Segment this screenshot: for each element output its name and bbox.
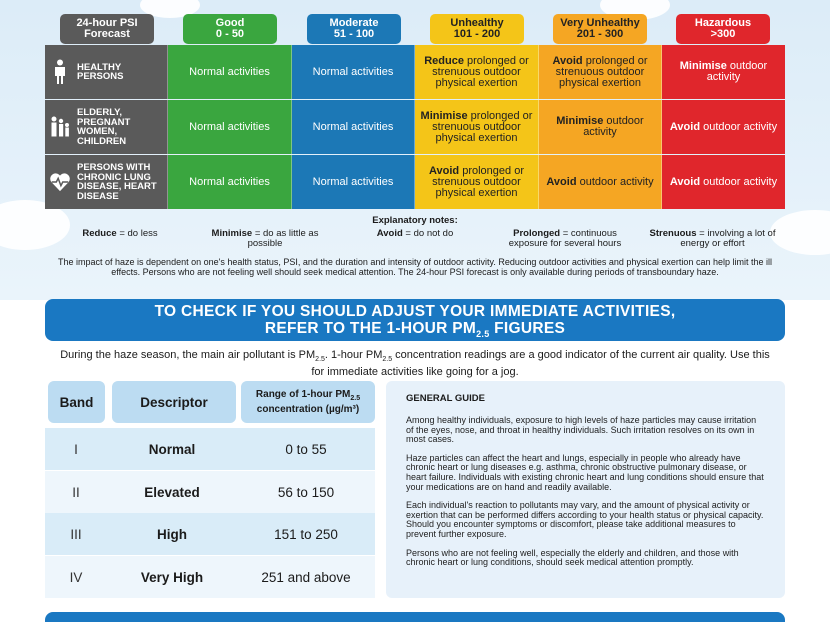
advice-keyword: Avoid bbox=[429, 164, 460, 177]
table-row-elderly bbox=[45, 100, 785, 154]
guide-paragraph: Among healthy individuals, exposure to high levels of haze particles may cause irritation of the eyes, nose, and throat in healthy individuals. Such irritation resolves on its own in most cases. bbox=[406, 415, 757, 445]
cell-very-unhealthy bbox=[539, 155, 662, 209]
table-row-chronic bbox=[45, 155, 785, 209]
banner-line-1: TO CHECK IF YOU SHOULD ADJUST YOUR IMMEDIATE ACTIVITIES, bbox=[154, 303, 676, 320]
table-row bbox=[45, 556, 375, 598]
cell-good: Normal activities bbox=[168, 155, 292, 209]
pm25-intro bbox=[60, 349, 770, 378]
band-range: 56 to 150 bbox=[277, 484, 335, 500]
pm25-banner bbox=[45, 299, 785, 341]
banner-subscript: 2.5 bbox=[476, 329, 490, 340]
descriptor-header: Descriptor bbox=[112, 381, 236, 423]
general-guide-panel bbox=[386, 381, 785, 598]
level-name: Hazardous bbox=[694, 17, 752, 29]
definition-term: Strenuous bbox=[649, 228, 697, 239]
table-row-healthy bbox=[45, 45, 785, 99]
intro-text: During the haze season, the main air pollutant is PM bbox=[60, 349, 316, 361]
cell-moderate: Normal activities bbox=[292, 155, 415, 209]
definition-meaning: = continuous exposure for several hours bbox=[508, 228, 622, 249]
guide-paragraph: Haze particles can affect the heart and lungs, especially in people who already have chronic heart or lung diseases e.g. asthma, chronic obstructive pulmonary disease, or heart failure. Individuals with existing chronic heart and lung conditions should ensure that your medications are on hand and readily available. bbox=[406, 452, 764, 492]
banner-text: REFER TO THE 1-HOUR PM bbox=[264, 320, 477, 337]
family-icon bbox=[49, 115, 71, 139]
band-range: 151 to 250 bbox=[274, 526, 338, 542]
range-header-text: Range of 1-hour PM bbox=[255, 389, 351, 400]
psi-level-very-unhealthy bbox=[553, 14, 647, 44]
cell-good: Normal activities bbox=[168, 100, 292, 154]
cell-very-unhealthy bbox=[539, 100, 662, 154]
notes-title: Explanatory notes: bbox=[372, 215, 458, 226]
cell-unhealthy bbox=[415, 155, 539, 209]
band-descriptor: Normal bbox=[148, 441, 196, 457]
heartbeat-icon bbox=[49, 171, 71, 193]
advice-keyword: Avoid bbox=[669, 175, 701, 188]
cell-very-unhealthy bbox=[539, 45, 662, 99]
advice-keyword: Avoid bbox=[546, 175, 577, 188]
group-healthy bbox=[45, 45, 168, 99]
group-label: ELDERLY, PREGNANT WOMEN, CHILDREN bbox=[77, 107, 131, 147]
definition-meaning: = involving a lot of energy or effort bbox=[680, 228, 776, 249]
table-row bbox=[45, 471, 375, 513]
band-number: III bbox=[70, 526, 82, 542]
person-icon bbox=[49, 59, 71, 85]
definition-minimise bbox=[200, 229, 330, 249]
band-number: I bbox=[74, 441, 78, 457]
definition-avoid bbox=[355, 229, 475, 239]
level-range: 201 - 300 bbox=[576, 28, 624, 40]
advice-text: prolonged or strenuous outdoor physical exertion bbox=[555, 54, 648, 89]
cell-moderate: Normal activities bbox=[292, 45, 415, 99]
definition-reduce bbox=[65, 229, 175, 239]
cell-unhealthy bbox=[415, 100, 539, 154]
banner-text: FIGURES bbox=[489, 320, 566, 337]
general-guide-title: GENERAL GUIDE bbox=[406, 393, 486, 404]
advice-text: outdoor activity bbox=[583, 115, 644, 138]
band-table bbox=[45, 428, 375, 598]
advice-keyword: Minimise bbox=[679, 60, 727, 72]
cell-hazardous bbox=[662, 45, 785, 99]
definition-meaning: = do not do bbox=[402, 228, 454, 239]
bottom-banner-edge bbox=[45, 612, 785, 622]
table-row bbox=[45, 428, 375, 470]
cell-good: Normal activities bbox=[168, 45, 292, 99]
advice-keyword: Avoid bbox=[669, 120, 701, 133]
psi-level-moderate bbox=[307, 14, 401, 44]
cell-hazardous bbox=[662, 100, 785, 154]
cell-hazardous bbox=[662, 155, 785, 209]
cell-unhealthy bbox=[415, 45, 539, 99]
band-descriptor: Elevated bbox=[144, 484, 200, 500]
advice-keyword: Minimise bbox=[556, 115, 604, 127]
advice-text: prolonged or strenuous outdoor physical exertion bbox=[432, 109, 533, 144]
level-range: 101 - 200 bbox=[453, 28, 501, 40]
level-range: 0 - 50 bbox=[215, 28, 245, 40]
definition-term: Avoid bbox=[376, 228, 403, 239]
advice-text: prolonged or strenuous outdoor physical exertion bbox=[432, 54, 529, 89]
psi-activity-table bbox=[45, 45, 785, 210]
impact-note: The impact of haze is dependent on one's health status, PSI, and the duration and intensity of outdoor activity. Reducing outdoor activities and physical exertion can help limit the ill effects. Persons who are not feeling well should seek medical attention. The 24-hour PSI forecast is only available during periods of transboundary haze. bbox=[58, 257, 772, 277]
table-row bbox=[45, 513, 375, 555]
intro-text: . 1-hour PM bbox=[324, 349, 383, 361]
definition-term: Minimise bbox=[211, 228, 253, 239]
psi-forecast-label-text: 24-hour PSI Forecast bbox=[76, 17, 138, 40]
guide-paragraph: Persons who are not feeling well, especially the elderly and children, and those with chronic heart or lung conditions, should seek medical attention promptly. bbox=[406, 547, 739, 568]
level-range: 51 - 100 bbox=[333, 28, 375, 40]
cell-moderate: Normal activities bbox=[292, 100, 415, 154]
group-chronic bbox=[45, 155, 168, 209]
intro-subscript: 2.5 bbox=[382, 356, 393, 364]
group-label: PERSONS WITH CHRONIC LUNG DISEASE, HEART DISEASE bbox=[77, 162, 157, 202]
definition-prolonged bbox=[495, 229, 635, 249]
level-name: Unhealthy bbox=[450, 17, 504, 29]
band-range: 251 and above bbox=[261, 569, 351, 585]
range-header-subscript: 2.5 bbox=[350, 395, 361, 402]
psi-forecast-label bbox=[60, 14, 154, 44]
band-header: Band bbox=[48, 381, 105, 423]
guide-paragraph: Each individual's reaction to pollutants may vary, and the amount of physical activity or exertion that can be performed differs according to your health status or physical capacity. Should you encounter symptoms or discomfort, please take additional measures to prevent further exposure. bbox=[406, 500, 764, 539]
level-name: Moderate bbox=[329, 17, 379, 29]
range-header-text: concentration (µg/m³) bbox=[256, 404, 360, 415]
psi-level-hazardous bbox=[676, 14, 770, 44]
level-range: >300 bbox=[710, 28, 736, 40]
definition-term: Prolonged bbox=[513, 228, 561, 239]
intro-subscript: 2.5 bbox=[315, 356, 325, 364]
group-label: HEALTHY PERSONS bbox=[77, 61, 124, 82]
advice-keyword: Reduce bbox=[424, 54, 464, 67]
level-name: Very Unhealthy bbox=[560, 17, 640, 29]
advice-text: outdoor activity bbox=[706, 60, 768, 83]
definition-meaning: = do less bbox=[116, 228, 158, 239]
psi-level-good bbox=[183, 14, 277, 44]
psi-level-unhealthy bbox=[430, 14, 524, 44]
band-number: II bbox=[72, 484, 80, 500]
group-elderly bbox=[45, 100, 168, 154]
band-descriptor: Very High bbox=[140, 569, 204, 585]
band-descriptor: High bbox=[157, 526, 187, 542]
range-header bbox=[241, 381, 375, 423]
advice-text: outdoor activity bbox=[700, 175, 778, 188]
advice-text: outdoor activity bbox=[576, 175, 654, 188]
banner-line-2 bbox=[45, 320, 785, 343]
advice-text: outdoor activity bbox=[700, 120, 778, 133]
definition-strenuous bbox=[645, 229, 780, 249]
definition-term: Reduce bbox=[82, 228, 117, 239]
advice-text: prolonged or strenuous outdoor physical exertion bbox=[432, 164, 524, 199]
band-number: IV bbox=[69, 569, 83, 585]
advice-keyword: Minimise bbox=[420, 109, 468, 122]
definition-meaning: = do as little as possible bbox=[247, 228, 319, 249]
band-range: 0 to 55 bbox=[285, 441, 327, 457]
level-name: Good bbox=[215, 17, 245, 29]
intro-text: concentration readings are a good indicator of the current air quality. Use this for immediate activities like going for a jog. bbox=[311, 349, 770, 379]
advice-keyword: Avoid bbox=[552, 54, 583, 67]
